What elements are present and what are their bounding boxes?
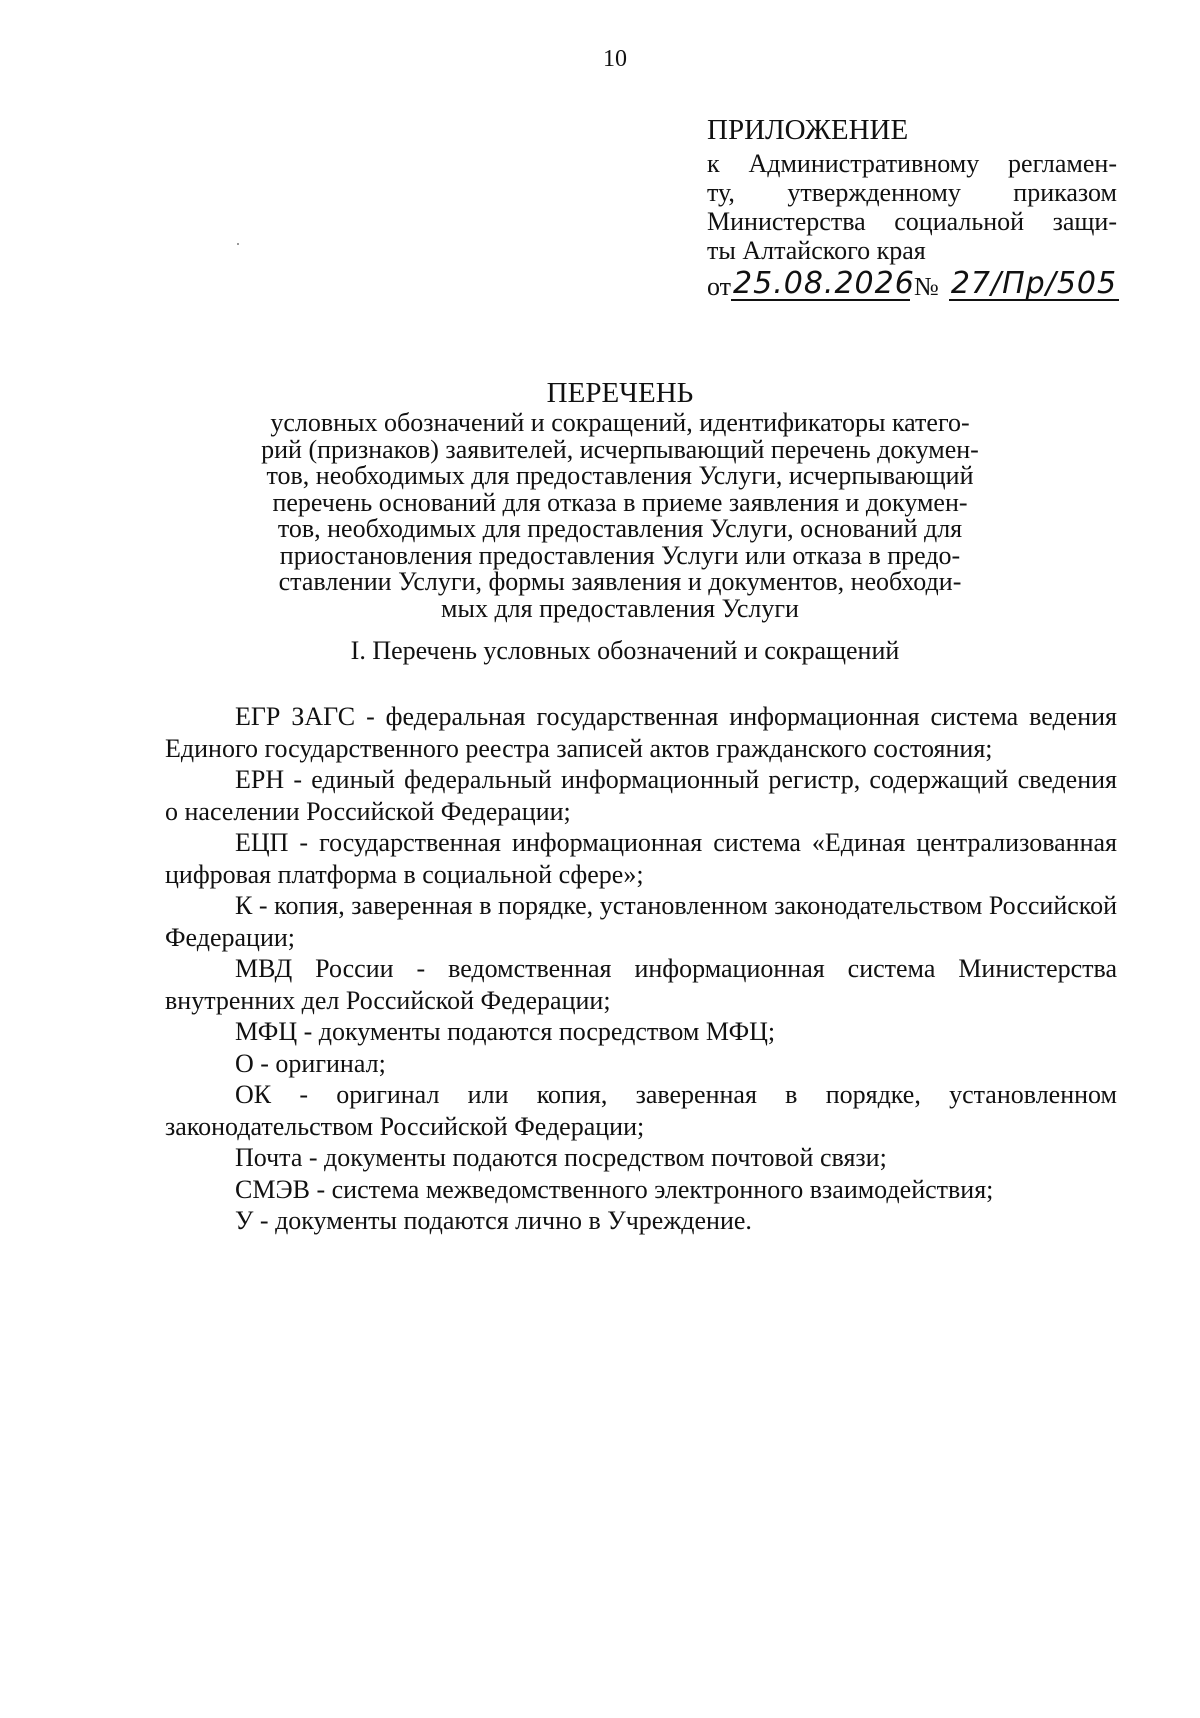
approval-block [707,113,1117,301]
approval-date-number-line [707,266,1118,301]
approval-line: Министерства социальной защи- [707,207,1117,236]
approval-line: к Административному регламен- [707,149,1117,178]
title-line: тов, необходимых для предоставления Услуги, исчерпывающий [266,461,974,490]
definition-item: МФЦ - документы подаются посредством МФЦ; [235,1017,776,1046]
date-prefix: от [707,272,732,301]
number-sign: № [914,272,939,301]
definition-item: МВД России - ведомственная информационная система Министерства внутренних дел Российской Федерации; [165,954,1117,1015]
definition-item: К - копия, заверенная в порядке, установленном законодательством Российской Федерации; [165,891,1117,952]
title-line: приостановления предоставления Услуги или отказа в предо- [279,540,961,570]
definition-item: СМЭВ - система межведомственного электронного взаимодействия; [235,1174,994,1204]
scan-artifact-dot [237,243,239,245]
definition-item: Почта - документы подаются посредством почтовой связи; [235,1143,887,1172]
page-number: 10 [603,46,627,72]
definition-item: ОК - оригинал или копия, заверенная в порядке, установленном законодательством Российской Федерации; [165,1080,1117,1141]
definition-item: У - документы подаются лично в Учреждение. [235,1206,752,1235]
approval-line: ты Алтайского края [707,236,926,265]
section-heading: I. Перечень условных обозначений и сокращений [350,636,900,665]
handwritten-date: 25.08.2026 [733,266,915,301]
title-line: мых для предоставления Услуги [441,593,799,623]
title-line: ставлении Услуги, формы заявления и документов, необходи- [278,567,962,596]
handwritten-number: 27/Пр/505 [950,266,1118,301]
definition-item: ЕРН - единый федеральный информационный регистр, содержащий сведения о населении Российской Федерации; [165,765,1117,826]
title-line: перечень оснований для отказа в приеме заявления и докумен- [272,487,968,517]
document-title-block [220,378,1020,622]
definitions-list [165,701,1117,1237]
approval-heading: ПРИЛОЖЕНИЕ [707,114,909,146]
title-line: условных обозначений и сокращений, идентификаторы катего- [270,408,970,437]
title-line: рий (признаков) заявителей, исчерпывающий перечень докумен- [261,434,979,464]
definition-item: ЕГР ЗАГС - федеральная государственная информационная система ведения Единого государственного реестра записей актов гражданского состояния; [165,702,1117,763]
definition-item: ЕЦП - государственная информационная система «Единая централизованная цифровая платформа в социальной сфере»; [165,828,1117,889]
title-line: тов, необходимых для предоставления Услуги, оснований для [277,514,963,543]
approval-line: ту, утвержденному приказом [707,178,1117,207]
document-title: ПЕРЕЧЕНЬ [546,377,694,409]
definition-item: О - оригинал; [235,1048,386,1078]
